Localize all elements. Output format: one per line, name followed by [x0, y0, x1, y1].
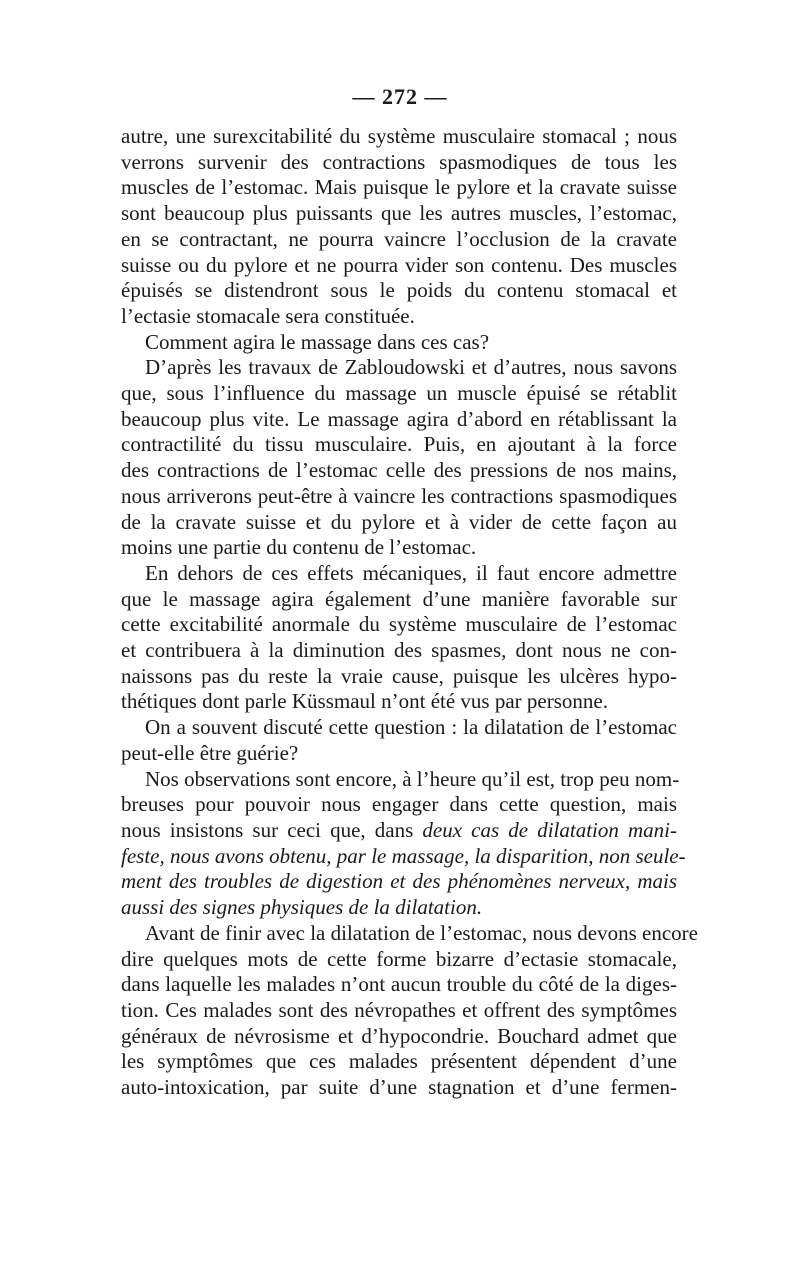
text-line: Comment agira le massage dans ces cas?: [145, 329, 490, 354]
body-text: [121, 124, 698, 1101]
text-line: thétiques dont parle Küssmaul n’ont été vus par personne.: [121, 689, 608, 714]
text-line-italic: feste, nous avons obtenu, par le massage, la disparition, non seule-: [121, 843, 686, 868]
text-line: épuisés se distendront sous le poids du contenu stomacal et: [121, 278, 677, 303]
text-line: et contribuera à la diminution des spasmes, dont nous ne con-: [121, 638, 677, 663]
text-line-italic: deux cas de dilatation mani-: [422, 817, 677, 842]
text-line: contractilité du tissu musculaire. Puis, en ajoutant à la force: [121, 432, 677, 457]
text-line: les symptômes que ces malades présentent dépendent d’une: [121, 1049, 677, 1074]
text-line: On a souvent discuté cette question : la dilatation de l’estomac: [145, 715, 677, 740]
text-line: [121, 818, 677, 844]
text-line: naissons pas du reste la vraie cause, puisque les ulcères hypo-: [121, 663, 677, 688]
text-line: moins une partie du contenu de l’estomac.: [121, 535, 477, 560]
text-line: généraux de névrosisme et d’hypocondrie. Bouchard admet que: [121, 1023, 677, 1048]
text-line: que le massage agira également d’une manière favorable sur: [121, 586, 677, 611]
text-line: autre, une surexcitabilité du système musculaire stomacal ; nous: [121, 124, 677, 148]
text-line: suisse ou du pylore et ne pourra vider son contenu. Des muscles: [121, 252, 677, 277]
text-line: cette excitabilité anormale du système musculaire de l’estomac: [121, 612, 677, 637]
text-line-roman: nous insistons sur ceci que, dans: [121, 817, 423, 842]
text-line: Avant de finir avec la dilatation de l’estomac, nous devons encore: [145, 920, 698, 945]
text-line: peut-elle être guérie?: [121, 740, 299, 765]
text-line-italic: aussi des signes physiques de la dilatation.: [121, 895, 483, 920]
text-line: tion. Ces malades sont des névropathes et offrent des symptômes: [121, 997, 677, 1022]
text-line: que, sous l’influence du massage un muscle épuisé se rétablit: [121, 381, 677, 406]
text-line: l’ectasie stomacale sera constituée.: [121, 303, 415, 328]
text-line: verrons survenir des contractions spasmodiques de tous les: [121, 149, 677, 174]
text-line: de la cravate suisse et du pylore et à vider de cette façon au: [121, 509, 677, 534]
text-line: Nos observations sont encore, à l’heure qu’il est, trop peu nom-: [145, 766, 680, 791]
text-line: sont beaucoup plus puissants que les autres muscles, l’estomac,: [121, 201, 677, 226]
text-line: dire quelques mots de cette forme bizarre d’ectasie stomacale,: [121, 946, 677, 971]
text-line: des contractions de l’estomac celle des pressions de nos mains,: [121, 458, 677, 483]
text-line: nous arriverons peut-être à vaincre les contractions spasmodiques: [121, 483, 677, 508]
text-line: breuses pour pouvoir nous engager dans cette question, mais: [121, 792, 677, 817]
page-number: — 272 —: [352, 84, 448, 109]
text-line: dans laquelle les malades n’ont aucun trouble du côté de la diges-: [121, 972, 677, 997]
text-line: beaucoup plus vite. Le massage agira d’abord en rétablissant la: [121, 406, 677, 431]
text-line: D’après les travaux de Zabloudowski et d’autres, nous savons: [145, 355, 677, 380]
text-line: En dehors de ces effets mécaniques, il faut encore admettre: [145, 560, 677, 585]
text-line: muscles de l’estomac. Mais puisque le pylore et la cravate suisse: [121, 175, 677, 200]
text-line: en se contractant, ne pourra vaincre l’occlusion de la cravate: [121, 226, 677, 251]
text-line-italic: ment des troubles de digestion et des phénomènes nerveux, mais: [121, 869, 677, 894]
text-line: auto-intoxication, par suite d’une stagnation et d’une fermen-: [121, 1075, 677, 1100]
